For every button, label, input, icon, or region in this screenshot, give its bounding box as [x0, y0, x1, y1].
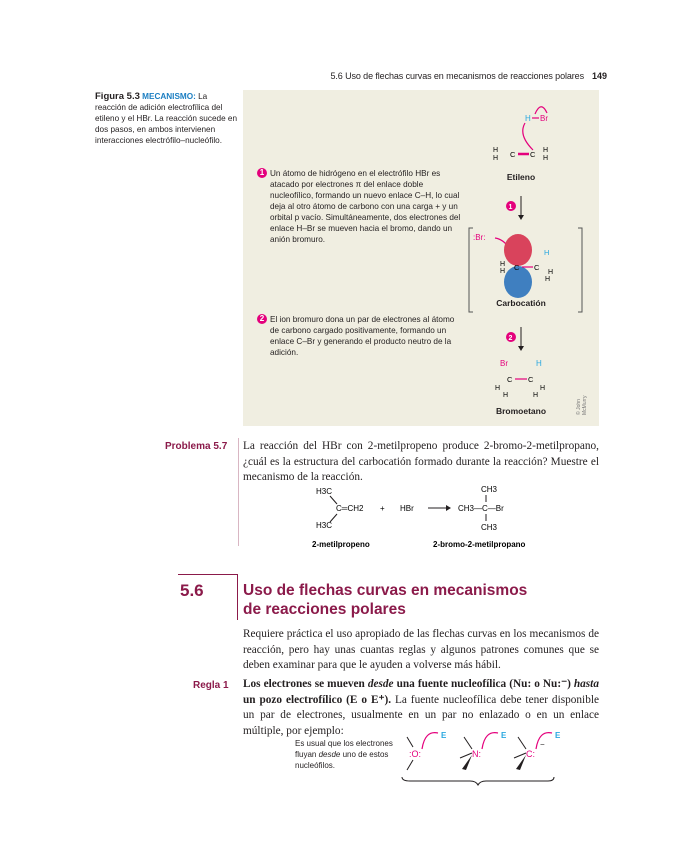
rule-label: Regla 1: [193, 680, 229, 691]
rule-italic: hasta: [573, 678, 599, 690]
formula-text: CH3: [481, 523, 498, 532]
formula-text: HBr: [400, 504, 414, 513]
section-rule: [237, 574, 238, 620]
arrow-icon: [446, 505, 451, 511]
note-text: uno de estos nucleófilos.: [295, 750, 389, 770]
carbanion-nucleophile: C:: [526, 749, 535, 759]
atom-c: C: [510, 150, 516, 159]
atom-h: H: [493, 155, 499, 162]
section-rule: [178, 574, 238, 575]
formula-text: H3C: [316, 487, 333, 496]
formula-text: CH3: [481, 485, 498, 494]
formula-text: H3C: [316, 521, 333, 530]
step-2: [257, 314, 465, 358]
step-text: Un átomo de hidrógeno en el electrófilo HBr es atacado por electrones π del enlace doble nucleofílico, formando un nuevo enlace C–H, lo cual deja al otro átomo de carbono con una carga + y un orbital p vacío. Simultáneamente, dos electrones del enlace H–Br se mueven hacia el bromo, dando un anión bromuro.: [270, 169, 461, 244]
carbocation-label: Carbocatión: [496, 298, 546, 308]
step-number-icon: 2: [257, 314, 267, 324]
figure-panel: [243, 90, 599, 426]
atom-h: H: [543, 147, 549, 154]
step-text: El ion bromuro dona un par de electrones al átomo de carbono cargado positivamente, formando un enlace C–Br y generando el producto neutro de la adición.: [270, 315, 455, 357]
rule-italic: desde: [367, 678, 394, 690]
mechanism-tag: MECANISMO:: [142, 92, 196, 101]
atom-h: H: [543, 155, 549, 162]
divider: [238, 438, 239, 546]
step-number-icon: 2: [508, 335, 513, 342]
copyright: © John McMurry: [576, 395, 588, 415]
atom-c: C: [530, 150, 536, 159]
curved-arrow-icon: [535, 107, 547, 114]
page-number: 149: [592, 71, 608, 81]
reactant-name: 2-metilpropeno: [312, 540, 370, 549]
atom-c: C: [528, 375, 534, 384]
running-header: 5.6 Uso de flechas curvas en mecanismos de reacciones polares: [330, 71, 584, 81]
note-text: Es usual que los electrones fluyan: [295, 739, 393, 759]
atom-h: H: [500, 261, 506, 268]
nitrogen-nucleophile: N:: [472, 749, 481, 759]
atom-h: H: [548, 269, 554, 276]
electrophile: E: [501, 731, 507, 740]
problem-reaction: [300, 482, 560, 552]
atom-c: C: [534, 263, 540, 272]
atom-br: Br: [540, 114, 548, 123]
electrophile: E: [555, 731, 561, 740]
figure-label: Figura 5.3: [95, 91, 140, 102]
bromide-ion: :Br:: [473, 233, 486, 242]
figure-caption: [95, 91, 240, 146]
product-name: 2-bromo-2-metilpropano: [433, 540, 526, 549]
section-title: [243, 581, 527, 619]
atom-h: H: [495, 385, 501, 392]
atom-h: H: [503, 392, 509, 399]
atom-h: H: [525, 114, 531, 123]
charge: −: [540, 740, 545, 749]
atom-h: H: [533, 392, 539, 399]
atom-h: H: [500, 268, 506, 275]
atom-h: H: [493, 147, 499, 154]
nucleophile-note: [295, 738, 405, 771]
atom-h: H: [544, 248, 550, 257]
atom-h: H: [536, 359, 542, 368]
rule-rest: La fuente nucleofílica debe tener disponible un par de electrones, usualmente en un par no enlazado o en un enlace múltiple, por ejemplo:: [243, 693, 600, 737]
electrophile: E: [441, 731, 447, 740]
problem-text: La reacción del HBr con 2-metilpropeno produce 2-bromo-2-metilpropano, ¿cuál es la estructura del carbocatión formado durante la reacción? Muestre el mecanismo de la reacción.: [243, 440, 599, 484]
atom-c: C: [514, 263, 520, 272]
step-number-icon: 1: [508, 204, 513, 211]
atom-br: Br: [500, 359, 508, 368]
formula-text: CH3—C—Br: [458, 504, 504, 513]
section-title-line: Uso de flechas curvas en mecanismos: [243, 582, 528, 599]
rule-bold: Los electrones se mueven: [243, 678, 368, 690]
brace: [402, 777, 554, 785]
rule-bold: un pozo electrofílico (E o E⁺).: [243, 693, 392, 706]
atom-h: H: [540, 385, 546, 392]
section-title-line: de reacciones polares: [243, 601, 406, 618]
rule-bold: una fuente nucleofílica (Nu: o Nu:⁻): [393, 678, 574, 690]
atom-h: H: [545, 276, 551, 283]
mechanism-diagram: [463, 90, 593, 426]
section-number: 5.6: [180, 581, 204, 600]
note-italic: desde: [318, 750, 341, 759]
problem-label: Problema 5.7: [165, 441, 228, 452]
bromoethane-label: Bromoetano: [495, 406, 547, 416]
formula-text: +: [380, 504, 385, 513]
curved-arrow-icon: [523, 123, 533, 150]
step-number-icon: 1: [257, 168, 267, 178]
atom-c: C: [507, 375, 513, 384]
ethylene-label: Etileno: [506, 172, 536, 182]
section-intro: Requiere práctica el uso apropiado de las flechas curvas en los mecanismos de reacción, pero hay unas cuantas reglas y algunos patrones comunes que se deben examinar para que le ayuden a volverse más hábil.: [243, 628, 599, 672]
oxygen-nucleophile: :O:: [409, 749, 422, 759]
step-1: [257, 168, 465, 245]
p-orbital-top: [504, 234, 532, 266]
nucleophile-examples: [400, 725, 580, 795]
caption-text: La reacción de adición electrofílica del etileno y el HBr. La reacción sucede en dos pasos, en ambos intervienen interacciones electrófilo–nucleófilo.: [95, 92, 238, 145]
formula-text: C═CH2: [336, 504, 364, 513]
